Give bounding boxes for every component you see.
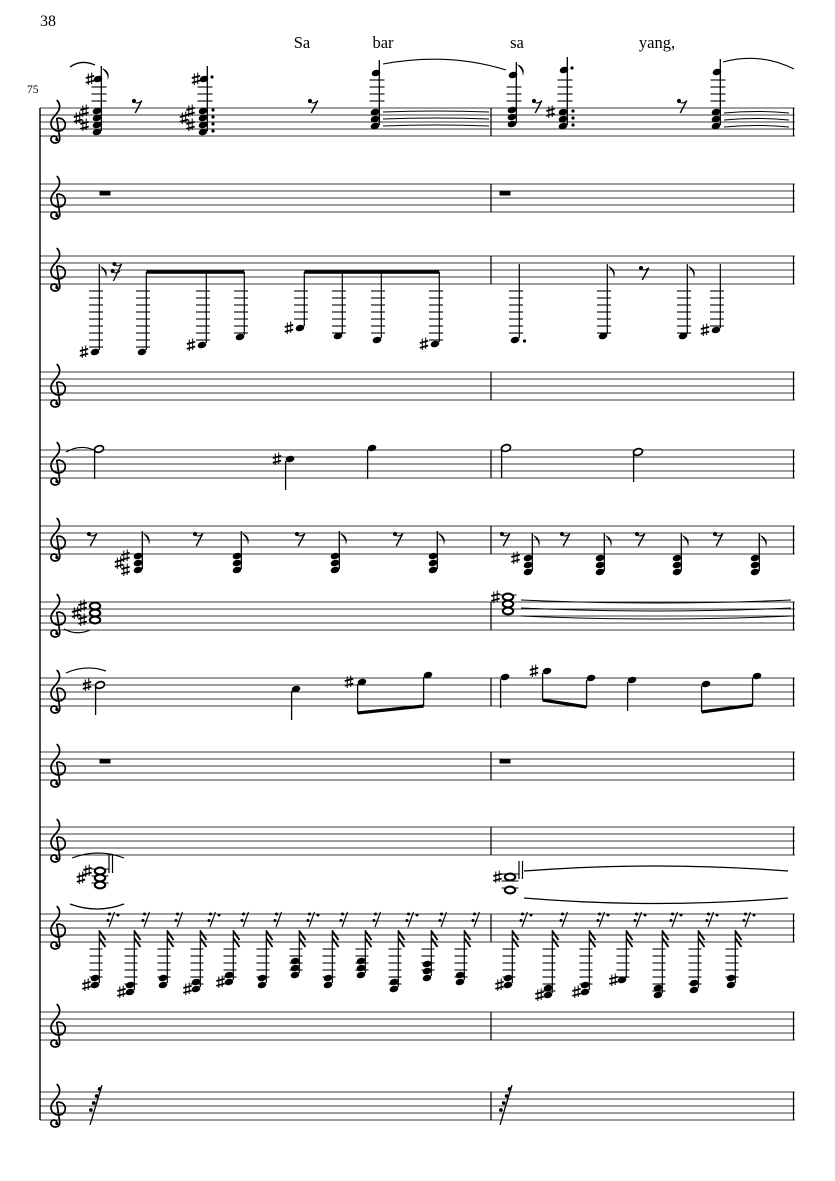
chord-stem-up	[507, 62, 524, 128]
eighth-rest	[500, 532, 510, 546]
eighth-rest	[560, 532, 570, 546]
tie-slur-arc	[66, 668, 106, 673]
eighth-rest	[87, 532, 97, 546]
staff-11	[40, 907, 795, 1002]
chord-stem-up	[750, 533, 767, 576]
sixteenth-note-group	[257, 912, 282, 989]
eighth-rest	[132, 99, 142, 113]
staff-7	[40, 591, 795, 638]
staff-2	[40, 177, 795, 220]
sixteenth-note-group	[323, 912, 348, 989]
staff-3	[40, 249, 795, 359]
sixteenth-rest	[111, 262, 122, 281]
staff-13	[40, 1085, 795, 1128]
eighth-rest	[393, 532, 403, 546]
low-note	[509, 264, 526, 344]
half-note	[83, 679, 106, 716]
quarter-note	[291, 685, 301, 720]
sixteenth-note-group	[216, 912, 248, 988]
half-note	[501, 444, 512, 478]
laissez-vibrer-lines	[724, 112, 789, 128]
low-note	[80, 264, 107, 358]
lyric-syllable: Sa	[293, 33, 311, 52]
chord-stem-up	[511, 533, 539, 576]
tie-slur-arc	[383, 59, 506, 70]
tie-slur-arc	[524, 866, 788, 871]
eighth-rest	[639, 266, 649, 280]
thirtysecond-rest	[89, 1085, 102, 1125]
low-note	[597, 264, 615, 340]
eighth-rest	[295, 532, 305, 546]
quarter-note	[367, 444, 377, 479]
low-note	[701, 264, 724, 336]
tie-slur-arc	[723, 58, 794, 69]
low-note	[677, 264, 695, 340]
eighth-rest	[193, 532, 203, 546]
sixteenth-note-group	[422, 912, 447, 982]
staff-6	[40, 519, 795, 577]
whole-rest	[100, 191, 111, 196]
sixteenth-note-group	[82, 912, 119, 991]
tie-slur-arc	[70, 62, 95, 67]
sixteenth-note-group	[183, 912, 220, 995]
sixteenth-note-group	[495, 912, 532, 991]
sixteenth-note-group	[290, 912, 320, 979]
eighth-rest	[532, 99, 542, 113]
whole-note-chord	[77, 855, 113, 888]
half-note	[94, 445, 105, 479]
chord-stem-up	[180, 66, 215, 136]
tie-slur-arc	[70, 904, 124, 909]
chord-stem-up	[74, 66, 109, 136]
whole-note-chord	[72, 600, 100, 627]
sixteenth-note-group	[572, 912, 609, 998]
sixteenth-note-group	[653, 912, 683, 999]
chord-stem-up	[330, 531, 347, 574]
staff-10	[40, 820, 795, 910]
chord-stem-up	[546, 57, 574, 130]
laissez-vibrer-lines	[383, 111, 489, 126]
thirtysecond-rest	[499, 1085, 512, 1125]
eighth-rest	[635, 532, 645, 546]
sixteenth-note-group	[356, 912, 381, 979]
lyric-syllable: yang,	[638, 33, 676, 52]
eighth-rest	[677, 99, 687, 113]
staff-9	[40, 745, 795, 788]
sixteenth-note-group	[389, 912, 419, 993]
sixteenth-note-group	[689, 912, 719, 994]
quarter-note	[500, 673, 510, 708]
measure-number: 75	[27, 84, 39, 96]
chord-stem-up	[370, 60, 385, 130]
chord-stem-up	[711, 59, 726, 130]
tie-slur-arc	[524, 898, 788, 904]
staff-1	[40, 57, 795, 143]
chord-stem-up	[595, 533, 612, 576]
eighth-rest	[308, 99, 318, 113]
half-note	[633, 448, 644, 482]
whole-rest	[100, 759, 111, 764]
beamed-eighth-pair	[530, 665, 596, 708]
staff-4	[40, 365, 795, 408]
staff-5	[40, 443, 795, 491]
sixteenth-note-group	[726, 912, 756, 989]
chord-stem-up	[672, 533, 689, 576]
lyric-syllable: sa	[510, 33, 524, 52]
whole-note-chord	[493, 861, 522, 893]
staff-8	[40, 665, 795, 721]
sixteenth-note-group	[158, 912, 183, 989]
chord-stem-up	[428, 531, 445, 574]
page-number: 38	[40, 13, 56, 30]
sixteenth-note-group	[535, 912, 567, 1001]
whole-rest	[500, 759, 511, 764]
beamed-low-notes	[136, 272, 248, 356]
staff-12	[40, 1005, 795, 1048]
chord-stem-up	[232, 531, 249, 574]
whole-rest	[500, 191, 511, 196]
eighth-rest	[713, 532, 723, 546]
sixteenth-note-group	[609, 912, 646, 986]
sixteenth-note-group	[455, 912, 480, 986]
sixteenth-note-group	[117, 912, 149, 998]
lyric-syllable: bar	[372, 33, 394, 52]
